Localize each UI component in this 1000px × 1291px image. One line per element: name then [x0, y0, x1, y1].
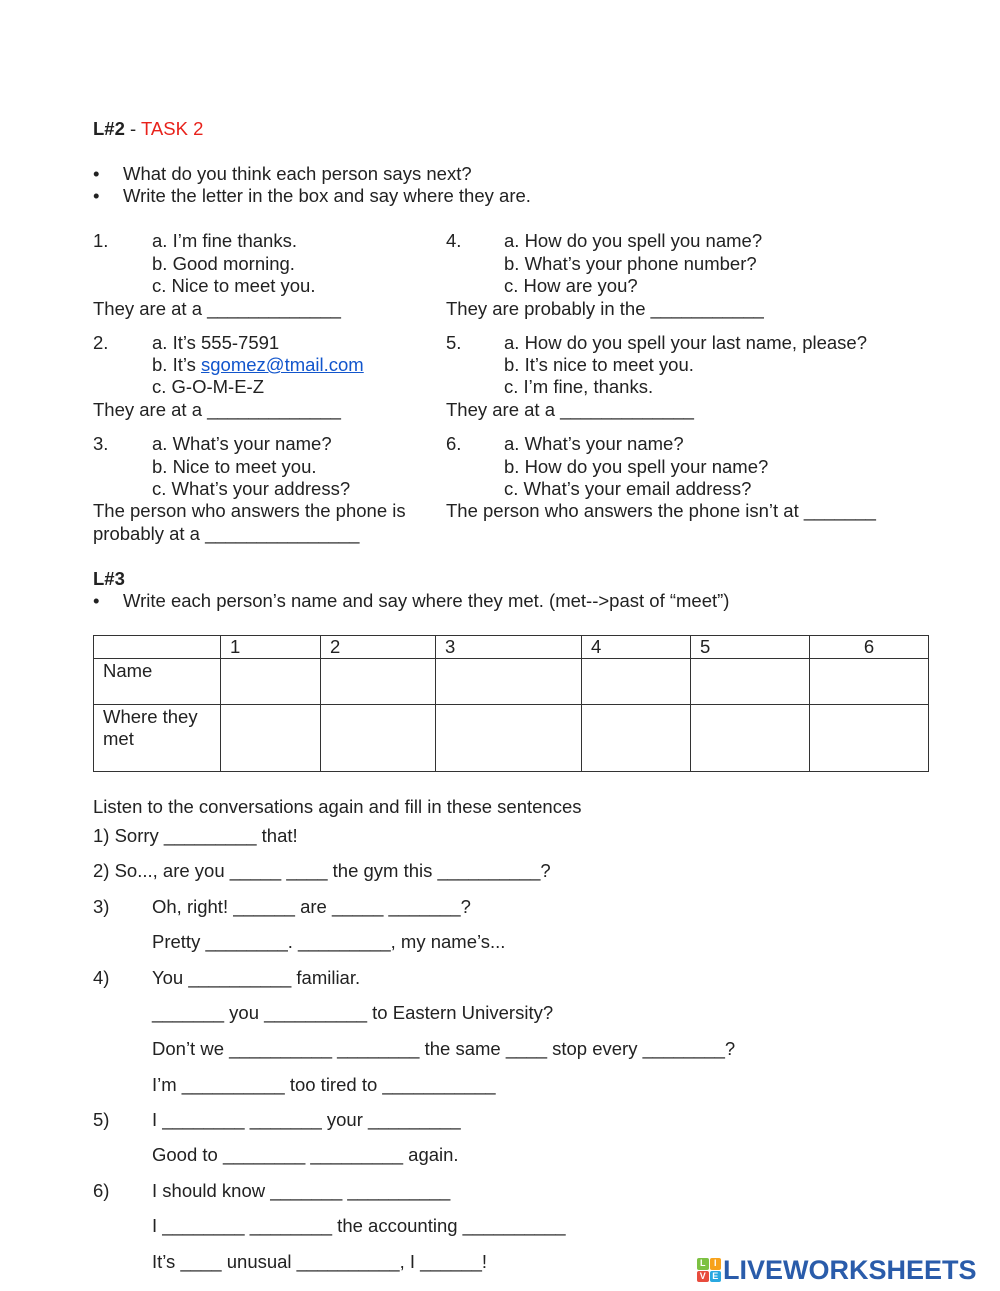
fill-sentence[interactable]: _______ you __________ to Eastern University? — [152, 1002, 554, 1023]
option-b: b. Nice to meet you. — [152, 456, 317, 477]
table-cell[interactable] — [582, 705, 691, 772]
question-number: 2. — [93, 332, 109, 353]
option-c: c. G-O-M-E-Z — [152, 376, 265, 397]
task3-heading: L#3 — [93, 568, 125, 589]
table-cell[interactable] — [321, 659, 436, 705]
answer-line[interactable]: They are at a _____________ — [446, 399, 694, 420]
table-header-cell: 3 — [436, 636, 582, 659]
option-a: a. It’s 555-7591 — [152, 332, 280, 353]
bullet-icon: • — [93, 590, 100, 611]
table-cell[interactable] — [221, 659, 321, 705]
table-row — [94, 705, 929, 772]
answer-line[interactable]: probably at a _______________ — [93, 523, 360, 544]
liveworksheets-logo — [697, 1254, 977, 1286]
answer-line[interactable]: They are at a _____________ — [93, 298, 341, 319]
answer-line[interactable]: They are probably in the ___________ — [446, 298, 764, 319]
table-header-row — [94, 636, 929, 659]
option-b: b. What’s your phone number? — [504, 253, 757, 274]
row-label-name: Name — [94, 659, 221, 705]
logo-block: L — [697, 1258, 709, 1270]
table-header-cell: 5 — [691, 636, 810, 659]
option-c: c. I’m fine, thanks. — [504, 376, 654, 397]
table-cell[interactable] — [221, 705, 321, 772]
fill-sentence[interactable]: Don’t we __________ ________ the same ____ stop every ________? — [152, 1038, 736, 1059]
option-a: a. I’m fine thanks. — [152, 230, 297, 251]
table-cell[interactable] — [582, 659, 691, 705]
option-c: c. Nice to meet you. — [152, 275, 316, 296]
table-cell[interactable] — [691, 705, 810, 772]
task2-heading — [93, 118, 203, 140]
option-b: b. How do you spell your name? — [504, 456, 769, 477]
row-label-where-they-met: Where they met — [94, 705, 221, 772]
fill-sentence[interactable]: I’m __________ too tired to ___________ — [152, 1074, 496, 1095]
sentence-number: 3) — [93, 896, 110, 917]
answer-table — [93, 635, 929, 772]
table-header-cell: 6 — [810, 636, 929, 659]
table-cell[interactable] — [436, 659, 582, 705]
table-cell[interactable] — [321, 705, 436, 772]
instruction-item: What do you think each person says next? — [123, 163, 472, 184]
lesson-label: L#2 — [93, 118, 125, 139]
question-number: 1. — [93, 230, 109, 251]
bullet-icon: • — [93, 163, 100, 184]
question-number: 4. — [446, 230, 462, 251]
heading-separator: - — [124, 118, 141, 139]
answer-line[interactable]: They are at a _____________ — [93, 399, 341, 420]
option-b: b. It’s nice to meet you. — [504, 354, 694, 375]
answer-line[interactable]: The person who answers the phone isn’t at _______ — [446, 500, 876, 521]
option-c: c. What’s your email address? — [504, 478, 752, 499]
fill-sentence[interactable]: I ________ _______ your _________ — [152, 1109, 461, 1130]
bullet-icon: • — [93, 185, 100, 206]
fill-sentence[interactable]: 2) So..., are you _____ ____ the gym this __________? — [93, 860, 551, 881]
table-header-cell: 4 — [582, 636, 691, 659]
option-b: b. Good morning. — [152, 253, 295, 274]
fill-sentence[interactable]: It’s ____ unusual __________, I ______! — [152, 1251, 488, 1272]
table-header-cell — [94, 636, 221, 659]
option-a: a. What’s your name? — [152, 433, 332, 454]
logo-block: I — [710, 1258, 722, 1270]
table-row — [94, 659, 929, 705]
fill-sentence[interactable]: Pretty ________. _________, my name’s... — [152, 931, 506, 952]
logo-block: E — [710, 1271, 722, 1283]
sentence-number: 4) — [93, 967, 110, 988]
sentence-number: 5) — [93, 1109, 110, 1130]
option-b — [152, 354, 364, 376]
table-cell[interactable] — [691, 659, 810, 705]
table-cell[interactable] — [810, 659, 929, 705]
table-header-cell: 2 — [321, 636, 436, 659]
email-link[interactable]: sgomez@tmail.com — [201, 354, 364, 375]
instruction-item: Write the letter in the box and say where they are. — [123, 185, 531, 206]
option-a: a. What’s your name? — [504, 433, 684, 454]
logo-blocks-icon — [697, 1258, 721, 1282]
fill-sentence[interactable]: 1) Sorry _________ that! — [93, 825, 298, 846]
answer-line: The person who answers the phone is — [93, 500, 406, 521]
listen-intro: Listen to the conversations again and fill in these sentences — [93, 796, 582, 817]
question-number: 5. — [446, 332, 462, 353]
option-b-text: b. It’s — [152, 354, 202, 375]
question-number: 6. — [446, 433, 462, 454]
sentence-number: 6) — [93, 1180, 110, 1201]
option-a: a. How do you spell you name? — [504, 230, 763, 251]
table-cell[interactable] — [810, 705, 929, 772]
question-number: 3. — [93, 433, 109, 454]
logo-block: V — [697, 1271, 709, 1283]
table-header-cell: 1 — [221, 636, 321, 659]
fill-sentence[interactable]: You __________ familiar. — [152, 967, 361, 988]
fill-sentence[interactable]: I ________ ________ the accounting __________ — [152, 1215, 566, 1236]
option-c: c. How are you? — [504, 275, 638, 296]
option-c: c. What’s your address? — [152, 478, 351, 499]
fill-sentence[interactable]: Good to ________ _________ again. — [152, 1144, 459, 1165]
logo-text: LIVEWORKSHEETS — [723, 1254, 977, 1285]
task-label: TASK 2 — [141, 118, 204, 139]
task3-instruction: Write each person’s name and say where they met. (met-->past of “meet”) — [123, 590, 730, 611]
table-cell[interactable] — [436, 705, 582, 772]
option-a: a. How do you spell your last name, please? — [504, 332, 868, 353]
fill-sentence[interactable]: I should know _______ __________ — [152, 1180, 451, 1201]
fill-sentence[interactable]: Oh, right! ______ are _____ _______? — [152, 896, 471, 917]
